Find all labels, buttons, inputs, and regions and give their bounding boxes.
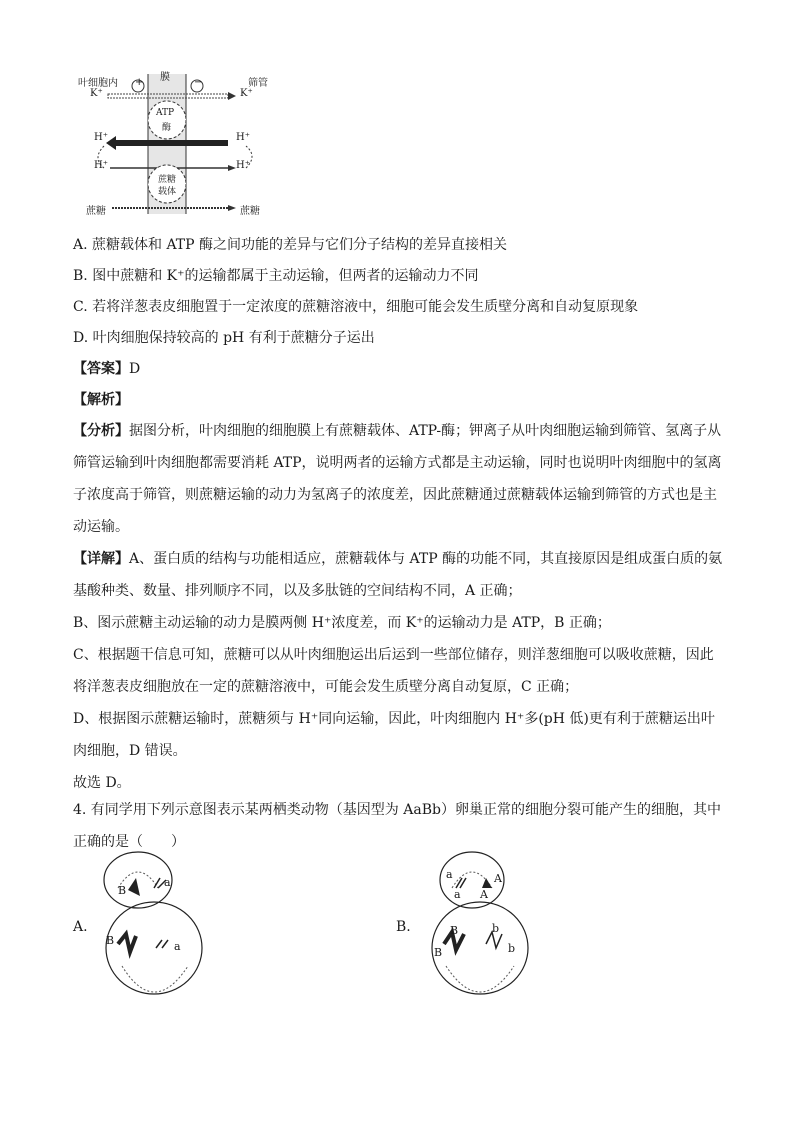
h-left-top-label: H⁺ (94, 132, 108, 143)
xiangjie-a-paragraph (73, 543, 723, 607)
right-side-label: 筛管 (248, 78, 268, 89)
answer-value: D (129, 361, 141, 377)
sucrose-left-label: 蔗糖 (86, 206, 106, 217)
option-c: C. 若将洋葱表皮细胞置于一定浓度的蔗糖溶液中，细胞可能会发生质壁分离和自动复原现象 (73, 299, 639, 315)
h-left-mid-label: H⁺ (94, 160, 108, 171)
enzyme-label: 酶 (162, 123, 172, 133)
xiangjie-b: B、图示蔗糖主动运输的动力是膜两侧 H⁺浓度差，而 K⁺的运输动力是 ATP，B 正确； (73, 615, 611, 631)
k-arrow-head (228, 92, 236, 100)
xiangjie-tag: 【详解】 (73, 551, 129, 567)
xiangjie-d: D、根据图示蔗糖运输时，蔗糖须与 H⁺同向运输，因此，叶肉细胞内 H⁺多(pH 低)更有利于蔗糖运出叶肉细胞，D 错误。 (73, 711, 715, 759)
cell-b-label-bl-1: B (450, 924, 459, 937)
left-side-label: 叶细胞内 (78, 78, 118, 89)
cell-b-label-tr-1: A (494, 872, 502, 885)
option-d: D. 叶肉细胞保持较高的 pH 有利于蔗糖分子运出 (73, 330, 375, 346)
fenxi-paragraph (73, 415, 723, 543)
cell-b-chrom-top-left (456, 878, 466, 888)
carrier-label-1: 蔗糖 (158, 175, 177, 185)
membrane-label: 膜 (160, 72, 170, 83)
cell-diagram-b (420, 848, 530, 998)
transport-diagram-svg (86, 68, 286, 218)
cell-a-chrom-bot-right (156, 940, 168, 948)
question-4: 4. 有同学用下列示意图表示某两栖类动物（基因型为 AaBb）卵巢正常的细胞分裂可能产生的细胞，其中正确的是（ ） (73, 802, 721, 850)
cell-a-chrom-bot-left (118, 934, 136, 952)
h-right-top-label: H⁺ (236, 132, 250, 143)
xiangjie-a: A、蛋白质的结构与功能相适应，蔗糖载体与 ATP 酶的功能不同，其直接原因是组成蛋白质的氨基酸种类、数量、排列顺序不同，以及多肽链的空间结构不同，A 正确； (73, 551, 723, 599)
xiangjie-c: C、根据题干信息可知，蔗糖可以从叶肉细胞运出后运到一些部位储存，则洋葱细胞可以吸收蔗糖，因此将洋葱表皮细胞放在一定的蔗糖溶液中，可能会发生质壁分离自动复原，C 正确； (73, 647, 714, 695)
answer-tag: 【答案】 (73, 361, 129, 377)
cell-a-polar-body (104, 852, 172, 908)
plus-sign: + (135, 77, 144, 88)
fenxi-text: 据图分析，叶肉细胞的细胞膜上有蔗糖载体、ATP-酶；钾离子从叶肉细胞运输到筛管、氢离子从筛管运输到叶肉细胞都需要消耗 ATP，说明两者的运输方式都是主动运输，同时也说明叶肉细胞中的氢离子浓度高于筛管，则蔗糖运输的动力为氢离子的浓度差，因此蔗糖通过蔗糖载体运输到筛管的方式也是主动运输。 (73, 423, 722, 535)
cell-b-label-br-2: b (508, 942, 516, 955)
answer-line (73, 360, 140, 378)
analysis-heading (73, 391, 129, 409)
cell-b-label-tr-2: A (480, 888, 488, 901)
option-b: B. 图中蔗糖和 K⁺的运输都属于主动运输，但两者的运输动力不同 (73, 268, 479, 284)
cell-a-oocyte (106, 902, 202, 994)
conclusion: 故选 D。 (73, 775, 131, 791)
h-bold-arrow-shaft (116, 140, 228, 146)
cell-b-chrom-top-right (482, 878, 492, 888)
carrier-label-2: 载体 (158, 187, 177, 197)
cell-b-label-tl-1: a (446, 868, 453, 881)
cell-a-label-bot-left: B (106, 934, 115, 947)
atp-label: ATP (156, 108, 175, 118)
h-right-mid-label: H⁺ (236, 160, 250, 171)
cell-b-svg (420, 848, 530, 998)
analysis-tag: 【解析】 (73, 392, 129, 408)
sucrose-arrow-head (228, 205, 236, 211)
k-right-label: K⁺ (240, 88, 253, 99)
k-left-label: K⁺ (90, 88, 103, 99)
q4-option-b-label: B. (396, 919, 411, 935)
h-thin-arrow-head (228, 165, 236, 171)
sucrose-right-label: 蔗糖 (240, 206, 260, 217)
cell-diagram-a (96, 848, 206, 998)
cell-a-chrom-top-left (128, 878, 140, 896)
cell-b-label-bl-2: B (434, 946, 443, 959)
cell-a-label-bot-right: a (174, 940, 181, 953)
minus-sign: − (194, 77, 203, 88)
cell-b-label-br-1: b (492, 922, 500, 935)
transport-diagram (78, 68, 286, 218)
cell-b-label-tl-2: a (454, 888, 461, 901)
cell-a-label-top-right: a (164, 876, 171, 889)
option-a: A. 蔗糖载体和 ATP 酶之间功能的差异与它们分子结构的差异直接相关 (73, 237, 508, 253)
q4-option-a-label: A. (73, 919, 88, 935)
fenxi-tag: 【分析】 (73, 423, 129, 439)
cell-a-label-top-left: B (118, 884, 127, 897)
cell-a-svg (96, 848, 206, 998)
